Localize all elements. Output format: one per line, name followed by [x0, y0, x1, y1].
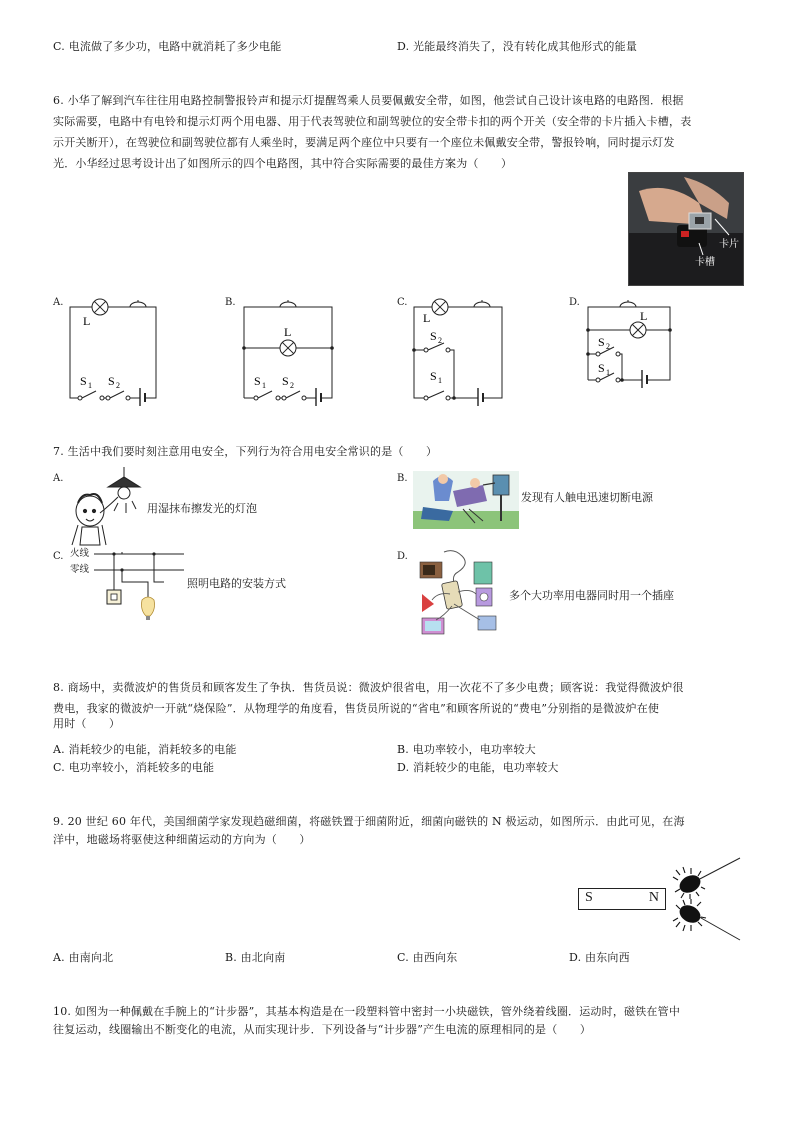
wet-cloth-bulb-illustration	[64, 467, 144, 547]
circuit-c-lamp-label: L	[423, 311, 431, 325]
bar-magnet	[578, 888, 666, 910]
circuit-d-s2-label: S	[598, 335, 605, 349]
neutral-wire-label: 零线	[70, 564, 90, 575]
circuit-b-s2-sub: 2	[290, 381, 294, 390]
magnetotactic-bacteria-illustration	[668, 856, 744, 942]
circuit-a-s1-sub: 1	[88, 381, 92, 390]
q9-option-c: C. 由西向东	[397, 951, 458, 964]
circuit-d-s2-sub: 2	[606, 342, 610, 351]
q8-stem-line-3: 用时（ ）	[53, 717, 121, 730]
circuit-a-s1-label: S	[80, 374, 87, 388]
q10-stem-line-1: 10. 如图为一种佩戴在手腕上的“计步器”，其基本构造是在一段塑料管中密封一小块磁铁，管外绕着线圈．运动时，磁铁在管中	[53, 1005, 681, 1018]
q10-stem-line-2: 往复运动，线圈输出不断变化的电流，从而实现计步．下列设备与“计步器”产生电流的原理相同的是（ ）	[53, 1023, 592, 1036]
q8-option-d: D. 消耗较少的电能，电功率较大	[397, 761, 559, 774]
seatbelt-illustration	[629, 173, 743, 285]
photo-label-slot: 卡槽	[695, 257, 715, 268]
q7-option-c-caption: 照明电路的安装方式	[187, 577, 286, 590]
overloaded-socket-illustration	[414, 548, 506, 640]
photo-label-card: 卡片	[719, 239, 739, 250]
q7-option-d-caption: 多个大功率用电器同时用一个插座	[509, 589, 674, 602]
q6-option-a-letter: A.	[53, 297, 64, 308]
magnet-north-pole-label: N	[648, 890, 659, 905]
bacterium-lower	[673, 899, 706, 931]
circuit-a-s2-sub: 2	[116, 381, 120, 390]
circuit-b-lamp-label: L	[284, 325, 292, 339]
circuit-diagram-a	[66, 290, 162, 406]
q7-stem: 7. 生活中我们要时刻注意用电安全，下列行为符合用电安全常识的是（ ）	[53, 445, 438, 458]
q9-option-b: B. 由北向南	[225, 951, 286, 964]
circuit-c-s1-label: S	[430, 369, 437, 383]
q6-option-c-letter: C.	[397, 297, 408, 308]
circuit-a-s2-label: S	[108, 374, 115, 388]
q6-stem-line-4: 光．小华经过思考设计出了如图所示的四个电路图，其中符合实际需要的最佳方案为（ ）	[53, 157, 513, 170]
q8-option-b: B. 电功率较小，电功率较大	[397, 743, 536, 756]
circuit-diagram-c	[406, 290, 510, 406]
circuit-c-s1-sub: 1	[438, 376, 442, 385]
q8-option-c: C. 电功率较小，消耗较多的电能	[53, 761, 215, 774]
q7-option-a-letter: A.	[53, 473, 64, 484]
q9-option-d: D. 由东向西	[569, 951, 630, 964]
q6-stem-line-3: 示开关断开），在驾驶位和副驾驶位都有人乘坐时，要满足两个座位中只要有一个座位未佩戴安全带，警报铃响，同时提示灯发	[53, 136, 675, 149]
circuit-diagram-b	[238, 290, 338, 406]
q6-option-d-letter: D.	[569, 297, 580, 308]
circuit-b-s2-label: S	[282, 374, 289, 388]
q9-stem-line-2: 洋中，地磁场将驱使这种细菌运动的方向为（ ）	[53, 833, 311, 846]
q6-stem-line-2: 实际需要，电路中有电铃和提示灯两个用电器、用于代表驾驶位和副驾驶位的安全带卡扣的两个开关（安全带的卡片插入卡槽，表	[53, 115, 692, 128]
live-wire-label: 火线	[70, 548, 90, 559]
circuit-d-s1-sub: 1	[606, 368, 610, 377]
seatbelt-photo	[628, 172, 744, 286]
circuit-d-s1-label: S	[598, 361, 605, 375]
circuit-b-s1-label: S	[254, 374, 261, 388]
circuit-c-s2-label: S	[430, 329, 437, 343]
q7-option-d-letter: D.	[397, 551, 408, 562]
q8-option-a: A. 消耗较少的电能，消耗较多的电能	[53, 743, 237, 756]
circuit-d-lamp-label: L	[640, 309, 648, 323]
circuit-b-s1-sub: 1	[262, 381, 266, 390]
circuit-diagram-d	[582, 290, 678, 390]
q8-stem-line-2: 费电，我家的微波炉一开就“烧保险”．从物理学的角度看，售货员所说的“省电”和顾客所说的“费电”分别指的是微波炉在使	[53, 702, 660, 715]
q9-option-a: A. 由南向北	[53, 951, 114, 964]
q8-stem-line-1: 8. 商场中，卖微波炉的售货员和顾客发生了争执．售货员说：微波炉很省电，用一次花不了多少电费；顾客说：我觉得微波炉很	[53, 681, 684, 694]
q7-option-b-letter: B.	[397, 473, 408, 484]
q9-stem-line-1: 9. 20 世纪 60 年代，美国细菌学家发现趋磁细菌，将磁铁置于细菌附近，细菌向磁铁的 N 极运动，如图所示．由此可见，在海	[53, 815, 685, 828]
lighting-circuit-installation-diagram	[64, 546, 188, 622]
q6-option-b-letter: B.	[225, 297, 236, 308]
magnet-south-pole-label: S	[585, 890, 593, 905]
q7-option-b-caption: 发现有人触电迅速切断电源	[521, 491, 653, 504]
bacterium-upper	[673, 867, 705, 899]
q6-stem-line-1: 6. 小华了解到汽车往往用电路控制警报铃声和提示灯提醒驾乘人员要佩戴安全带，如图，他尝试自己设计该电路的电路图．根据	[53, 94, 684, 107]
q5-option-c: C. 电流做了多少功，电路中就消耗了多少电能	[53, 40, 282, 53]
q7-option-c-letter: C.	[53, 551, 64, 562]
q7-option-a-caption: 用湿抹布擦发光的灯泡	[147, 502, 257, 515]
q5-option-d: D. 光能最终消失了，没有转化成其他形式的能量	[397, 40, 638, 53]
power-cutoff-rescue-illustration	[413, 471, 519, 529]
circuit-c-s2-sub: 2	[438, 336, 442, 345]
circuit-a-lamp-label: L	[83, 314, 91, 328]
